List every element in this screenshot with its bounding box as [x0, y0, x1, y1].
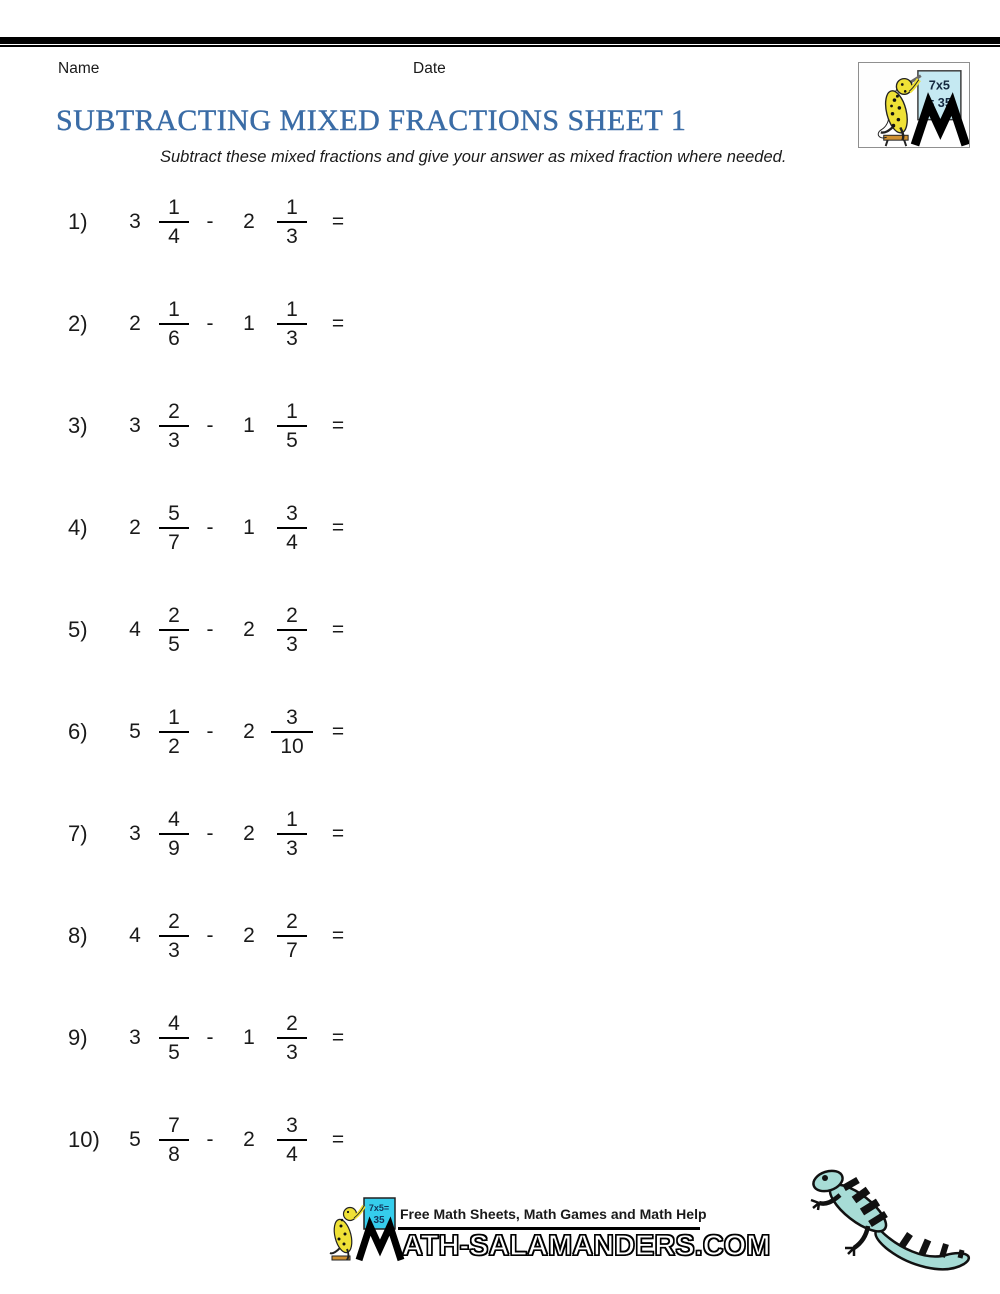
equals-sign: =: [331, 822, 345, 845]
minus-sign: -: [206, 210, 214, 233]
minus-sign: -: [206, 618, 214, 641]
fraction-1-bar: [159, 629, 189, 631]
whole-number-2: 1: [243, 312, 255, 335]
fraction-1-numerator: 4: [168, 808, 180, 831]
problem-row: [0, 681, 1000, 783]
whole-number-2: 2: [243, 618, 255, 641]
fraction-2-stack: [277, 604, 307, 656]
fraction-2: [264, 604, 320, 656]
fraction-2-denominator: 4: [286, 531, 298, 554]
problem-row: [0, 171, 1000, 273]
problem-row: [0, 273, 1000, 375]
whole-number-1: 5: [129, 720, 141, 743]
fraction-1-stack: [159, 400, 189, 452]
footer-tagline: Free Math Sheets, Math Games and Math Help: [400, 1206, 707, 1222]
whole-number-2: 2: [243, 924, 255, 947]
problem-row: [0, 885, 1000, 987]
fraction-1-denominator: 2: [168, 735, 180, 758]
fraction-2-stack: [277, 808, 307, 860]
fraction-1-stack: [159, 1012, 189, 1064]
fraction-2: [264, 1114, 320, 1166]
fraction-2-numerator: 2: [286, 604, 298, 627]
fraction-1-denominator: 9: [168, 837, 180, 860]
fraction-2-stack: [277, 196, 307, 248]
fraction-2-numerator: 2: [286, 910, 298, 933]
site-name-text: ATH-SALAMANDERS.COM: [402, 1230, 771, 1262]
fraction-2-stack: [277, 910, 307, 962]
whole-number-1: 2: [129, 312, 141, 335]
whole-number-2: 1: [243, 516, 255, 539]
page-title: SUBTRACTING MIXED FRACTIONS SHEET 1: [56, 104, 687, 137]
fraction-2-stack: [277, 400, 307, 452]
fraction-1-numerator: 1: [168, 706, 180, 729]
problem-number: 8): [68, 923, 88, 948]
fraction-2-denominator: 4: [286, 1143, 298, 1166]
minus-sign: -: [206, 1026, 214, 1049]
fraction-2-denominator: 3: [286, 1041, 298, 1064]
fraction-1: [150, 1012, 198, 1064]
fraction-2: [264, 196, 320, 248]
fraction-1: [150, 706, 198, 758]
whole-number-1: 4: [129, 618, 141, 641]
fraction-1-denominator: 5: [168, 633, 180, 656]
fraction-2-stack: [277, 1012, 307, 1064]
whole-number-1: 2: [129, 516, 141, 539]
fraction-2-denominator: 7: [286, 939, 298, 962]
fraction-1-bar: [159, 731, 189, 733]
whole-number-2: 1: [243, 1026, 255, 1049]
fraction-1-stack: [159, 298, 189, 350]
minus-sign: -: [206, 414, 214, 437]
fraction-1-stack: [159, 196, 189, 248]
fraction-1: [150, 808, 198, 860]
whole-number-2: 2: [243, 1128, 255, 1151]
fraction-1-bar: [159, 323, 189, 325]
fraction-2-bar: [271, 731, 312, 733]
problem-number: 5): [68, 617, 88, 642]
whole-number-1: 5: [129, 1128, 141, 1151]
fraction-2-numerator: 2: [286, 1012, 298, 1035]
whole-number-1: 3: [129, 414, 141, 437]
fraction-2-numerator: 3: [286, 1114, 298, 1137]
fraction-2-stack: [277, 502, 307, 554]
minus-sign: -: [206, 924, 214, 947]
fraction-2: [264, 400, 320, 452]
name-label: Name: [58, 60, 100, 77]
fraction-2-bar: [277, 221, 307, 223]
minus-sign: -: [206, 312, 214, 335]
top-rule-thin-line: [0, 45, 1000, 47]
equals-sign: =: [331, 312, 345, 335]
fraction-1-stack: [159, 808, 189, 860]
problem-number: 6): [68, 719, 88, 744]
problem-number: 10): [68, 1127, 100, 1152]
top-rule-divider: [0, 37, 1000, 47]
minus-sign: -: [206, 1128, 214, 1151]
fraction-1-numerator: 2: [168, 400, 180, 423]
problem-number: 7): [68, 821, 88, 846]
whole-number-2: 2: [243, 822, 255, 845]
equals-sign: =: [331, 1128, 345, 1151]
fraction-1-stack: [159, 502, 189, 554]
fraction-2-numerator: 1: [286, 298, 298, 321]
fraction-1-numerator: 1: [168, 196, 180, 219]
fraction-2-bar: [277, 833, 307, 835]
fraction-1-bar: [159, 1037, 189, 1039]
whole-number-2: 2: [243, 720, 255, 743]
fraction-2: [264, 910, 320, 962]
fraction-2-denominator: 3: [286, 837, 298, 860]
fraction-1: [150, 400, 198, 452]
equals-sign: =: [331, 924, 345, 947]
equals-sign: =: [331, 516, 345, 539]
fraction-1-denominator: 5: [168, 1041, 180, 1064]
minus-sign: -: [206, 516, 214, 539]
fraction-1-bar: [159, 1139, 189, 1141]
problem-row: [0, 477, 1000, 579]
fraction-1-bar: [159, 935, 189, 937]
fraction-1-numerator: 5: [168, 502, 180, 525]
fraction-2-bar: [277, 1139, 307, 1141]
fraction-1: [150, 1114, 198, 1166]
fraction-1-denominator: 4: [168, 225, 180, 248]
whole-number-1: 3: [129, 1026, 141, 1049]
salamander-image: [798, 1162, 990, 1288]
fraction-2: [264, 706, 320, 758]
salamander-chalkboard-icon: [859, 63, 969, 147]
problem-row: [0, 987, 1000, 1089]
fraction-2: [264, 502, 320, 554]
striped-lizard-icon: [798, 1162, 990, 1288]
problem-number: 3): [68, 413, 88, 438]
fraction-1: [150, 604, 198, 656]
problem-row: [0, 783, 1000, 885]
fraction-1-denominator: 3: [168, 939, 180, 962]
fraction-2-stack: [277, 1114, 307, 1166]
fraction-2-stack: [277, 298, 307, 350]
equals-sign: =: [331, 210, 345, 233]
fraction-2-numerator: 3: [286, 706, 298, 729]
fraction-2-bar: [277, 425, 307, 427]
footer-salamander-icon: [328, 1194, 406, 1268]
fraction-2-bar: [277, 935, 307, 937]
fraction-2-denominator: 3: [286, 225, 298, 248]
fraction-1-bar: [159, 833, 189, 835]
fraction-1: [150, 502, 198, 554]
svg-text:= 35: = 35: [926, 95, 952, 110]
fraction-1-stack: [159, 910, 189, 962]
fraction-2-numerator: 1: [286, 808, 298, 831]
math-salamanders-logo: [858, 62, 970, 148]
problem-number: 4): [68, 515, 88, 540]
fraction-1-bar: [159, 527, 189, 529]
fraction-1-bar: [159, 221, 189, 223]
fraction-2-denominator: 3: [286, 327, 298, 350]
fraction-1-stack: [159, 604, 189, 656]
whole-number-2: 1: [243, 414, 255, 437]
fraction-2: [264, 1012, 320, 1064]
fraction-2: [264, 808, 320, 860]
problem-number: 1): [68, 209, 88, 234]
fraction-2-stack: [271, 706, 312, 758]
svg-text:35: 35: [373, 1215, 385, 1226]
fraction-1: [150, 196, 198, 248]
fraction-2-numerator: 3: [286, 502, 298, 525]
equals-sign: =: [331, 414, 345, 437]
whole-number-1: 4: [129, 924, 141, 947]
problem-row: [0, 375, 1000, 477]
whole-number-1: 3: [129, 210, 141, 233]
whole-number-1: 3: [129, 822, 141, 845]
equals-sign: =: [331, 1026, 345, 1049]
fraction-2-denominator: 10: [280, 735, 304, 758]
fraction-1-numerator: 7: [168, 1114, 180, 1137]
fraction-1: [150, 298, 198, 350]
fraction-2-numerator: 1: [286, 196, 298, 219]
minus-sign: -: [206, 720, 214, 743]
problem-row: [0, 579, 1000, 681]
fraction-2-bar: [277, 1037, 307, 1039]
fraction-1-numerator: 1: [168, 298, 180, 321]
fraction-2-denominator: 3: [286, 633, 298, 656]
whole-number-2: 2: [243, 210, 255, 233]
footer-logo: [328, 1194, 406, 1268]
fraction-1-bar: [159, 425, 189, 427]
minus-sign: -: [206, 822, 214, 845]
fraction-1-denominator: 8: [168, 1143, 180, 1166]
fraction-2-denominator: 5: [286, 429, 298, 452]
fraction-2: [264, 298, 320, 350]
fraction-1-stack: [159, 706, 189, 758]
fraction-1-stack: [159, 1114, 189, 1166]
fraction-1-numerator: 2: [168, 604, 180, 627]
svg-text:7x5=: 7x5=: [368, 1203, 390, 1213]
fraction-1-denominator: 6: [168, 327, 180, 350]
fraction-1-numerator: 2: [168, 910, 180, 933]
problems-list: [0, 171, 1000, 1191]
equals-sign: =: [331, 618, 345, 641]
top-rule-thick-line: [0, 37, 1000, 44]
equals-sign: =: [331, 720, 345, 743]
problem-number: 2): [68, 311, 88, 336]
fraction-1-numerator: 4: [168, 1012, 180, 1035]
fraction-1-denominator: 7: [168, 531, 180, 554]
fraction-1: [150, 910, 198, 962]
date-label: Date: [413, 60, 446, 77]
instructions-text: Subtract these mixed fractions and give your answer as mixed fraction where needed.: [160, 148, 787, 166]
svg-text:7x5: 7x5: [928, 78, 950, 93]
fraction-2-numerator: 1: [286, 400, 298, 423]
fraction-2-bar: [277, 527, 307, 529]
fraction-2-bar: [277, 323, 307, 325]
problem-number: 9): [68, 1025, 88, 1050]
fraction-1-denominator: 3: [168, 429, 180, 452]
fraction-2-bar: [277, 629, 307, 631]
